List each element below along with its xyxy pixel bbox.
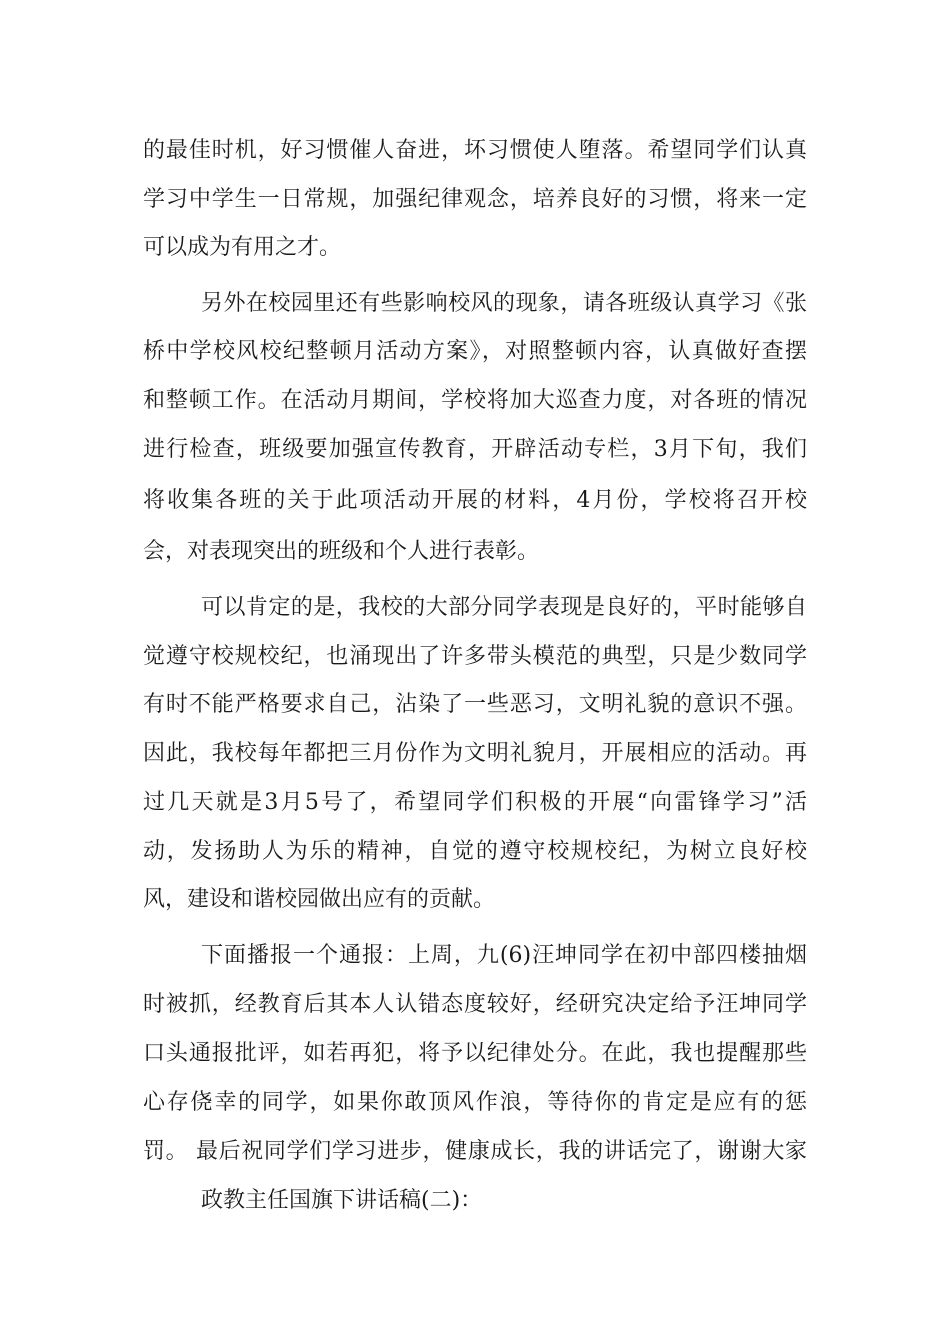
paragraph-first-line: 另外在校园里还有些影响校风的现象，请各班级认真学习《张 (201, 291, 807, 316)
text-line: 因此，我校每年都把三月份作为文明礼貌月，开展相应的活动。再 (143, 741, 807, 766)
text-line: 口头通报批评，如若再犯，将予以纪律处分。在此，我也提醒那些 (143, 1041, 807, 1066)
text-line: 时被抓，经教育后其本人认错态度较好，经研究决定给予汪坤同学 (143, 992, 807, 1017)
text-line: 心存侥幸的同学，如果你敢顶风作浪，等待你的肯定是应有的惩 (143, 1090, 807, 1115)
paragraph-first-line: 可以肯定的是，我校的大部分同学表现是良好的，平时能够自 (201, 595, 807, 620)
text-line: 动，发扬助人为乐的精神，自觉的遵守校规校纪，为树立良好校 (143, 839, 807, 864)
text-line: 进行检查，班级要加强宣传教育，开辟活动专栏，3月下旬，我们 (143, 437, 807, 462)
section-heading: 政教主任国旗下讲话稿(二)： (201, 1188, 483, 1213)
text-line: 桥中学校风校纪整顿月活动方案》，对照整顿内容，认真做好查摆 (143, 339, 807, 364)
text-line: 有时不能严格要求自己，沾染了一些恶习，文明礼貌的意识不强。 (143, 692, 807, 717)
text-line: 可以成为有用之才。 (143, 235, 342, 260)
text-line: 的最佳时机，好习惯催人奋进，坏习惯使人堕落。希望同学们认真 (143, 138, 807, 163)
text-line: 风，建设和谐校园做出应有的贡献。 (143, 887, 496, 912)
paragraph-first-line: 下面播报一个通报：上周，九(6)汪坤同学在初中部四楼抽烟 (201, 943, 807, 968)
text-line: 觉遵守校规校纪，也涌现出了许多带头模范的典型，只是少数同学 (143, 644, 807, 669)
text-line: 学习中学生一日常规，加强纪律观念，培养良好的习惯，将来一定 (143, 187, 807, 212)
text-line: 罚。 最后祝同学们学习进步，健康成长，我的讲话完了，谢谢大家 (143, 1139, 807, 1164)
text-line: 将收集各班的关于此项活动开展的材料，4月份，学校将召开校 (143, 488, 807, 513)
text-line: 和整顿工作。在活动月期间，学校将加大巡查力度，对各班的情况 (143, 388, 807, 413)
text-line: 会，对表现突出的班级和个人进行表彰。 (143, 539, 540, 564)
text-line: 过几天就是3月5号了，希望同学们积极的开展“向雷锋学习”活 (143, 790, 807, 815)
